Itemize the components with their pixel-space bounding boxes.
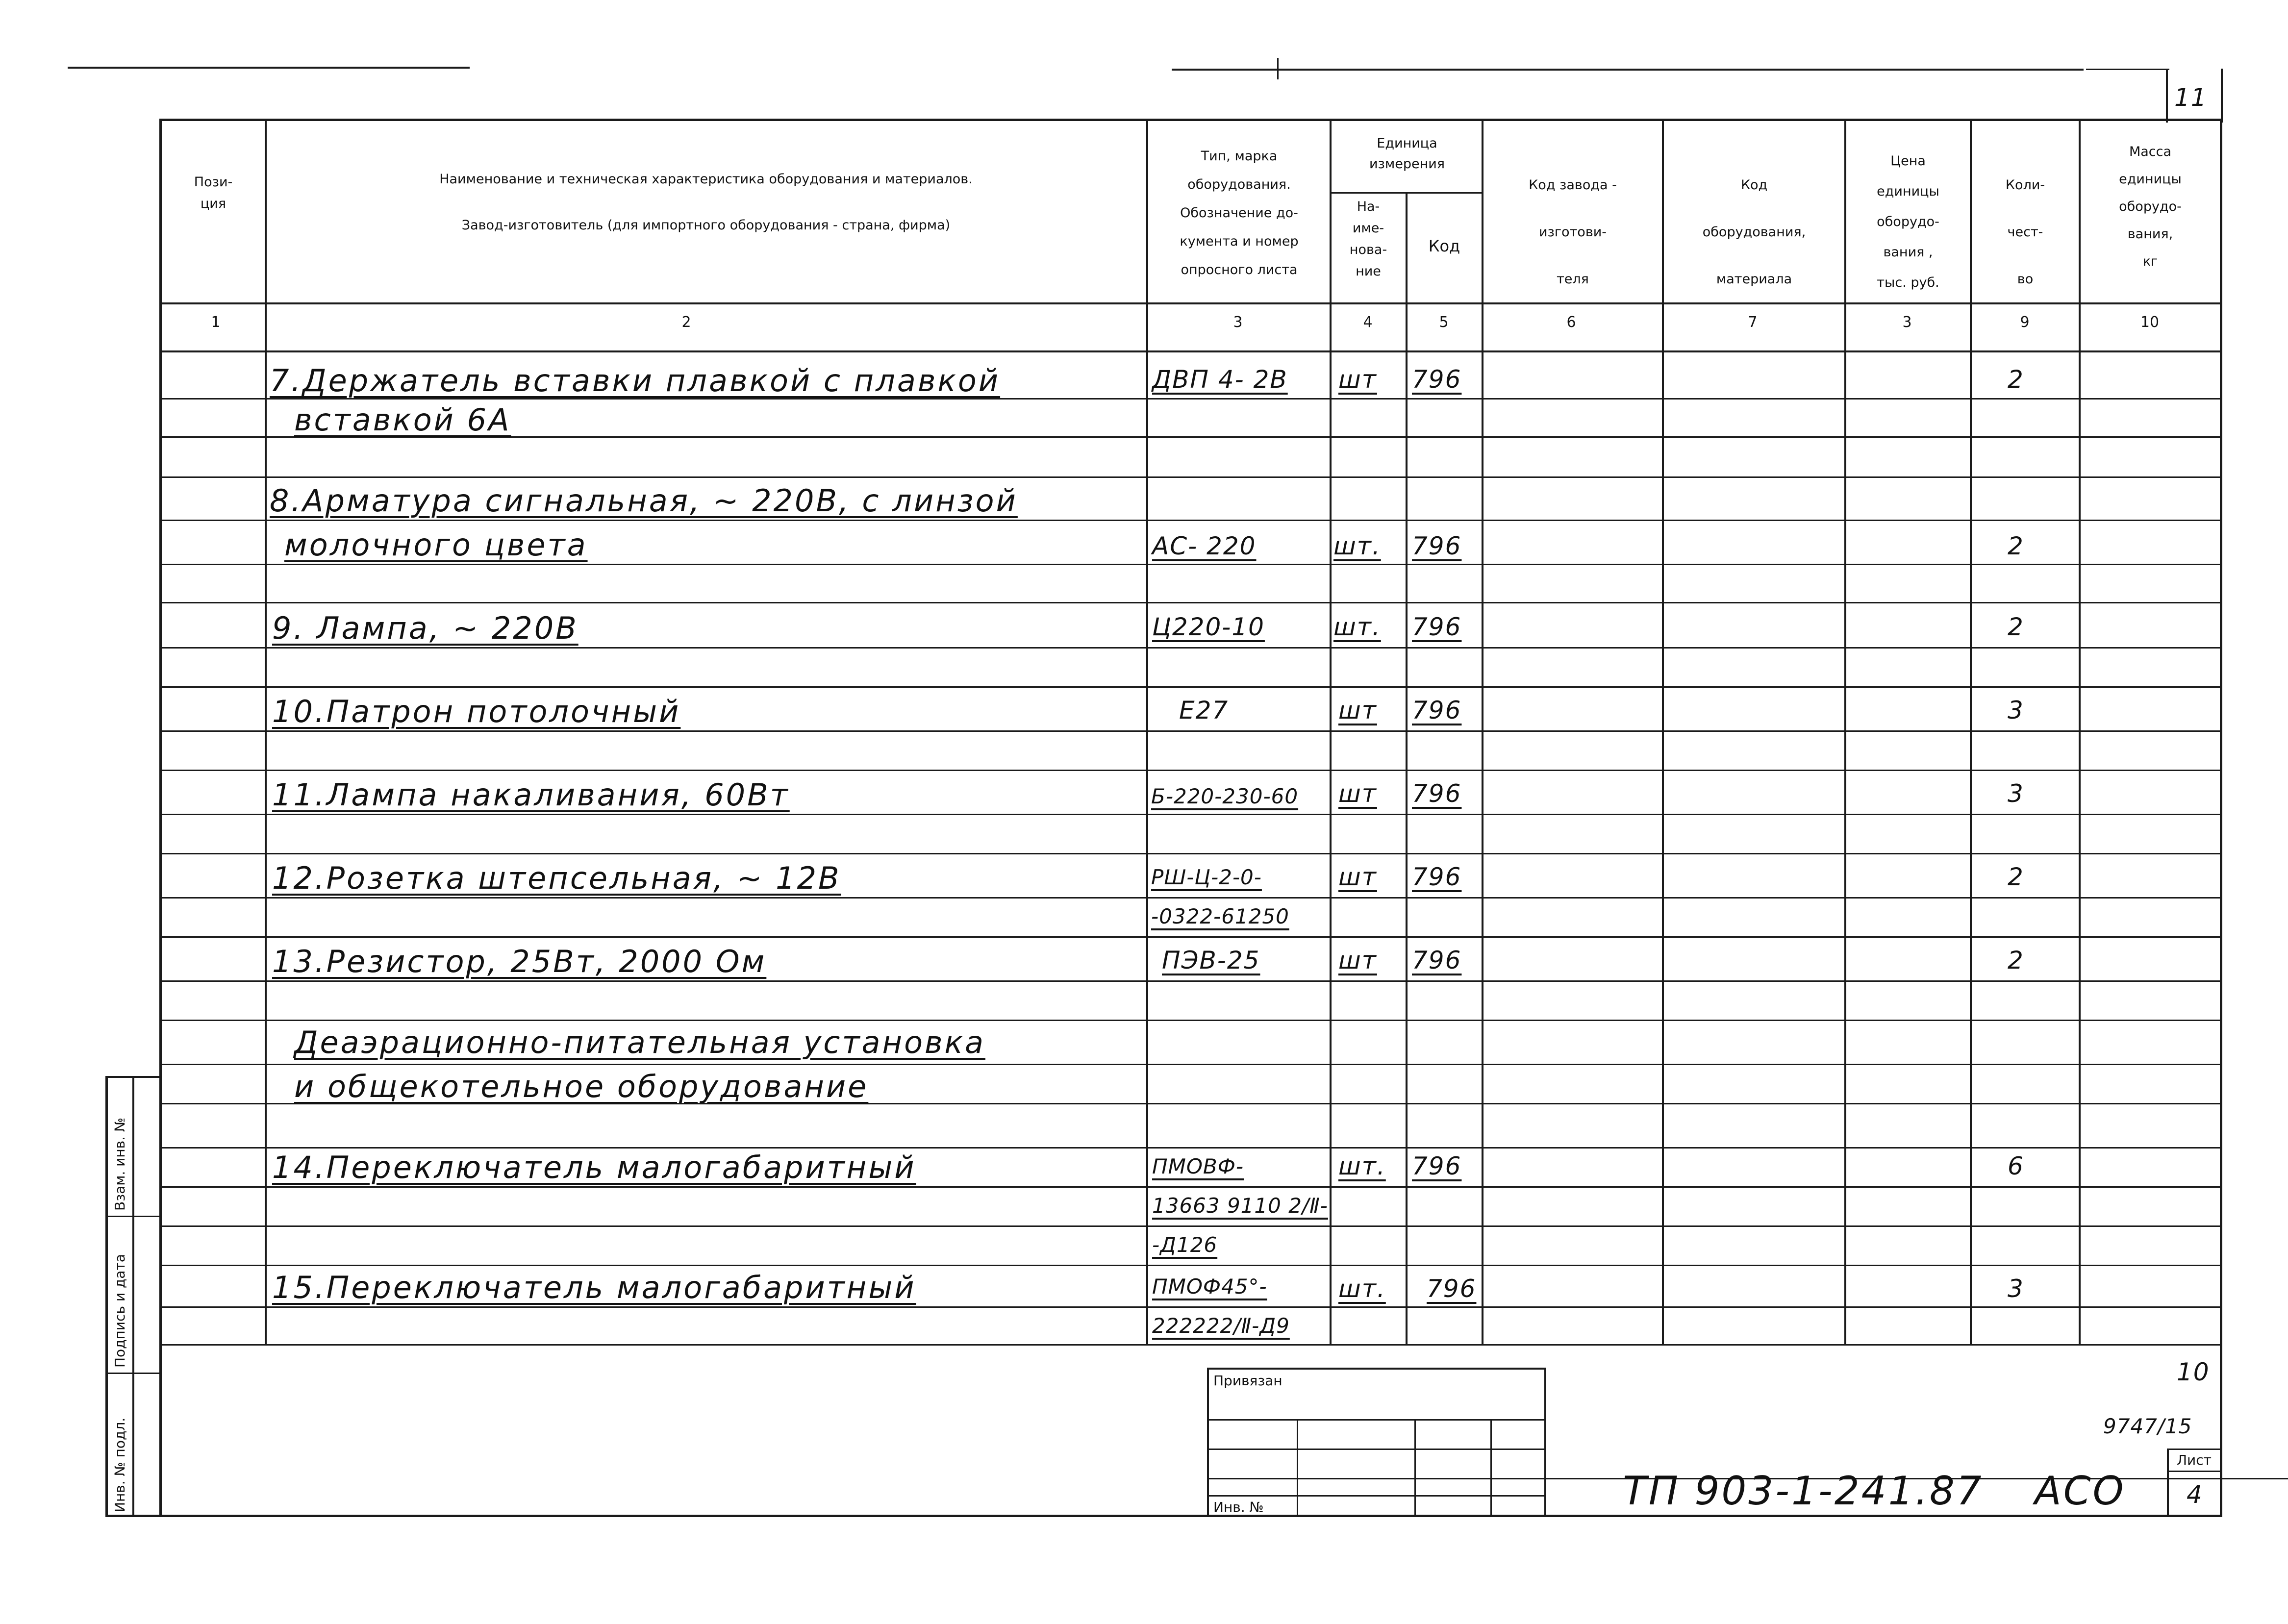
row-12-type: РШ-Ц-2-0- <box>1151 865 1262 889</box>
row-7-name: 7.Держатель вставки плавкой с плавкой <box>270 363 1001 399</box>
row-8-type: АС- 220 <box>1152 532 1257 560</box>
handwritten-stamp-number: 10 <box>2177 1358 2210 1386</box>
col-number-10: 10 <box>2140 314 2160 331</box>
document-code: ТП 903-1-241.87 <box>1623 1468 1984 1514</box>
header-equip-code: Код оборудования, материала <box>1702 177 1806 287</box>
col-number-7: 7 <box>1748 314 1758 331</box>
row-9-unit: шт. <box>1333 613 1381 641</box>
row-12-name: 12.Розетка штепсельная, ~ 12В <box>272 860 841 896</box>
row-11-qty: 3 <box>2008 779 2024 808</box>
row-8-code: 796 <box>1412 532 1462 560</box>
side-label-inv-orig: Инв. № подл. <box>112 1417 128 1512</box>
row-13-unit: шт <box>1338 946 1377 974</box>
row-14-qty: 6 <box>2008 1152 2024 1180</box>
row-10-unit: шт <box>1338 696 1377 725</box>
row-7-qty: 2 <box>2008 365 2024 394</box>
row-13-qty: 2 <box>2008 946 2024 974</box>
row-10-type: Е27 <box>1179 696 1229 725</box>
col-number-8: 3 <box>1902 314 1912 331</box>
header-unit-group: Единица измерения <box>1369 136 1445 172</box>
row-10-code: 796 <box>1412 696 1462 725</box>
section-heading-cont: и общекотельное оборудование <box>294 1069 869 1104</box>
col-number-3: 3 <box>1233 314 1243 331</box>
row-15-code: 796 <box>1427 1274 1477 1303</box>
header-price: Цена единицы оборудо- вания , тыс. руб. <box>1877 153 1939 290</box>
col-number-4: 4 <box>1363 314 1373 331</box>
row-8-qty: 2 <box>2008 532 2024 560</box>
row-14-type-cont: 13663 9110 2/Ⅱ- <box>1152 1194 1328 1218</box>
row-8-name: 8.Арматура сигнальная, ~ 220В, с линзой <box>270 483 1018 519</box>
row-9-type: Ц220-10 <box>1152 613 1265 641</box>
row-12-code: 796 <box>1412 863 1462 891</box>
row-12-qty: 2 <box>2008 863 2024 891</box>
row-14-type: ПМОВФ- <box>1152 1154 1244 1178</box>
row-14-name: 14.Переключатель малогабаритный <box>272 1149 916 1185</box>
row-14-unit: шт. <box>1338 1152 1386 1180</box>
sheet-number-top: 11 <box>2174 83 2208 112</box>
row-11-unit: шт <box>1338 779 1377 808</box>
header-name-line1: Наименование и техническая характеристика оборудования и материалов. <box>439 172 973 187</box>
side-label-sign-date: Подпись и дата <box>112 1254 128 1368</box>
sheet-value: 4 <box>2187 1480 2203 1509</box>
section-heading: Деаэрационно-питательная установка <box>294 1024 985 1060</box>
header-type: Тип, марка оборудования. Обозначение до- кумента и номер опросного листа <box>1180 149 1299 277</box>
sheet-label: Лист <box>2177 1452 2212 1468</box>
row-12-unit: шт <box>1338 863 1377 891</box>
row-13-name: 13.Резистор, 25Вт, 2000 Ом <box>272 944 767 979</box>
row-7-code: 796 <box>1412 365 1462 394</box>
document-ref: 9747/15 <box>2103 1414 2192 1438</box>
row-11-code: 796 <box>1412 779 1462 808</box>
title-block-attached: Привязан <box>1213 1373 1282 1389</box>
row-9-name: 9. Лампа, ~ 220В <box>272 610 578 646</box>
row-13-type: ПЭВ-25 <box>1162 946 1260 974</box>
row-8-name-cont: молочного цвета <box>284 527 588 563</box>
row-8-unit: шт. <box>1333 532 1381 560</box>
col-number-9: 9 <box>2020 314 2030 331</box>
header-name-line2: Завод-изготовитель (для импортного оборудования - страна, фирма) <box>461 218 951 233</box>
row-14-type-cont2: -Д126 <box>1152 1233 1218 1257</box>
row-12-type-cont: -0322-61250 <box>1151 904 1289 928</box>
col-number-6: 6 <box>1566 314 1576 331</box>
row-10-qty: 3 <box>2008 696 2024 725</box>
row-7-name-cont: вставкой 6А <box>294 402 511 438</box>
row-15-type-cont: 222222/Ⅱ-Д9 <box>1152 1314 1290 1338</box>
row-15-type: ПМОФ45°- <box>1152 1274 1267 1299</box>
row-15-unit: шт. <box>1338 1274 1386 1303</box>
row-15-qty: 3 <box>2008 1274 2024 1303</box>
title-block-inv-no: Инв. № <box>1213 1499 1264 1515</box>
header-position: Пози- ция <box>194 175 233 211</box>
header-maker-code: Код завода - изготови- теля <box>1529 177 1617 287</box>
row-9-code: 796 <box>1412 613 1462 641</box>
header-unit-name: На- име- нова- ние <box>1349 199 1387 279</box>
header-quantity: Коли- чест- во <box>2005 177 2045 287</box>
row-11-type: Б-220-230-60 <box>1151 784 1299 808</box>
col-number-1: 1 <box>211 314 221 331</box>
col-number-2: 2 <box>681 314 691 331</box>
side-label-replace-inv: Взам. инв. № <box>112 1117 128 1211</box>
document-mark: АСО <box>2035 1468 2126 1514</box>
header-unit-code: Код <box>1428 237 1460 255</box>
col-number-5: 5 <box>1439 314 1449 331</box>
row-9-qty: 2 <box>2008 613 2024 641</box>
row-7-type: ДВП 4- 2В <box>1152 365 1288 394</box>
row-15-name: 15.Переключатель малогабаритный <box>272 1270 916 1305</box>
row-11-name: 11.Лампа накаливания, 60Вт <box>272 777 790 813</box>
row-10-name: 10.Патрон потолочный <box>272 694 681 729</box>
row-13-code: 796 <box>1412 946 1462 974</box>
row-7-unit: шт <box>1338 365 1377 394</box>
header-mass: Масса единицы оборудо- вания, кг <box>2119 144 2182 269</box>
row-14-code: 796 <box>1412 1152 1462 1180</box>
